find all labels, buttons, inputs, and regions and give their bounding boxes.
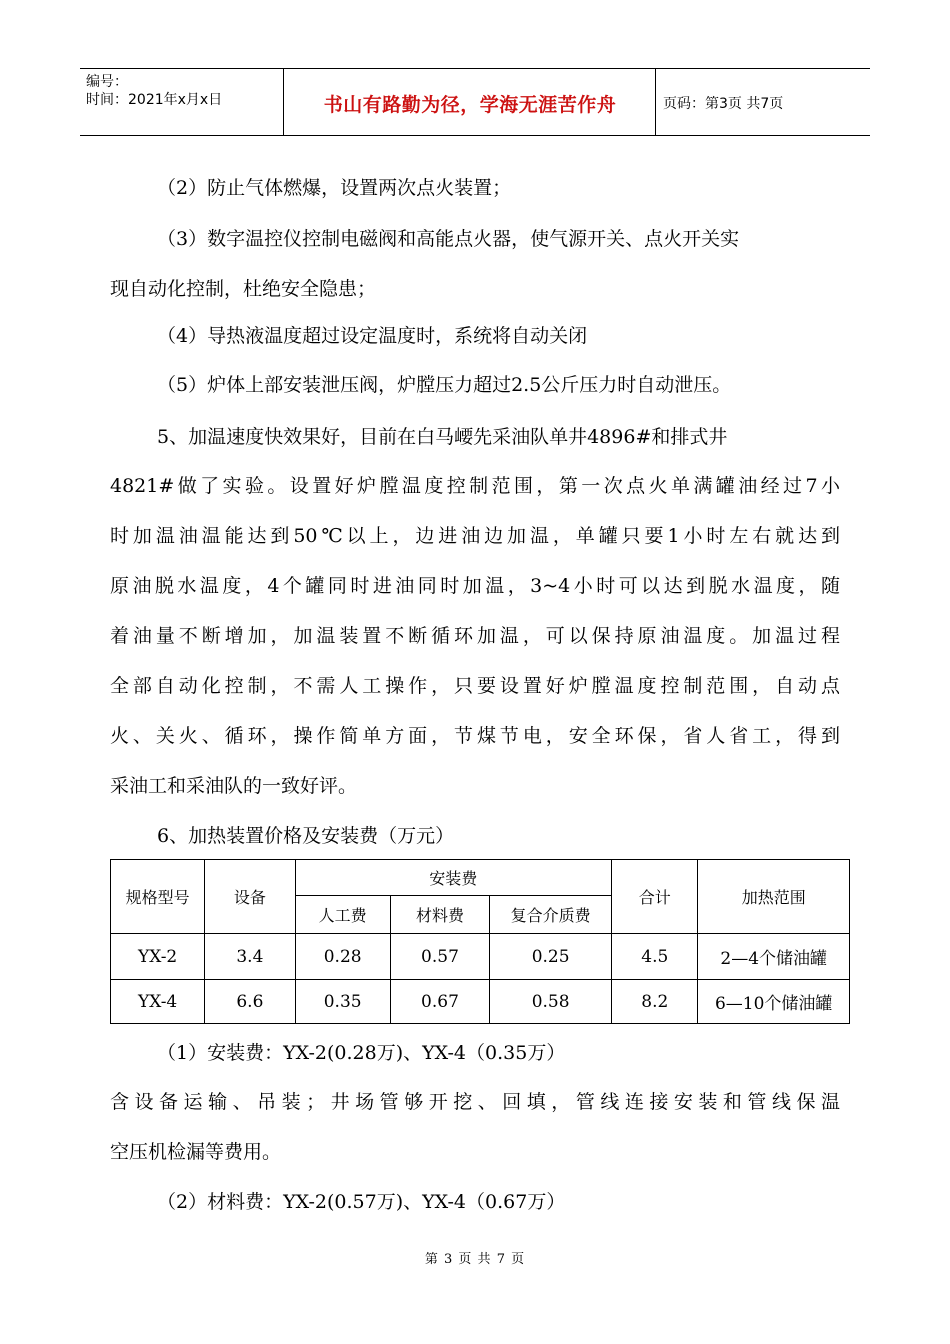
table-cell: 0.25 bbox=[490, 934, 612, 980]
paragraph-line: 空压机检漏等费用。 bbox=[110, 1141, 282, 1163]
header-labor-fee: 人工费 bbox=[295, 896, 390, 934]
paragraph-line: 5、加温速度快效果好，目前在白马崾先采油队单井4896#和排式井 bbox=[157, 426, 728, 448]
table-cell: 6—10个储油罐 bbox=[698, 980, 850, 1024]
table-cell: 8.2 bbox=[612, 980, 698, 1024]
paragraph-line: 采油工和采油队的一致好评。 bbox=[110, 775, 358, 797]
header-equipment: 设备 bbox=[205, 860, 295, 934]
paragraph-line: （2）材料费：YX-2(0.57万)、YX-4（0.67万） bbox=[157, 1191, 566, 1213]
header-motto: 书山有路勤为径，学海无涯苦作舟 bbox=[323, 93, 617, 116]
table-cell: 0.67 bbox=[390, 980, 489, 1024]
header-meta bbox=[86, 73, 222, 109]
table-cell: 4.5 bbox=[612, 934, 698, 980]
paragraph-line: 火、关火、循环，操作简单方面，节煤节电，安全环保，省人省工，得到 bbox=[110, 725, 840, 747]
paragraph-line: 着油量不断增加，加温装置不断循环加温，可以保持原油温度。加温过程 bbox=[110, 625, 840, 647]
document-number: 编号： bbox=[86, 74, 128, 90]
table-cell: 6.6 bbox=[205, 980, 295, 1024]
table-row bbox=[111, 934, 850, 980]
page-header bbox=[80, 68, 870, 136]
header-heating-range: 加热范围 bbox=[698, 860, 850, 934]
header-total: 合计 bbox=[612, 860, 698, 934]
table-cell: 0.57 bbox=[390, 934, 489, 980]
header-divider bbox=[655, 69, 656, 135]
paragraph-line: （5）炉体上部安装泄压阀，炉膛压力超过2.5公斤压力时自动泄压。 bbox=[157, 374, 732, 396]
paragraph-line: 全部自动化控制，不需人工操作，只要设置好炉膛温度控制范围，自动点 bbox=[110, 675, 840, 697]
header-page-number: 页码：第3页 共7页 bbox=[663, 96, 784, 112]
table-cell: 2—4个储油罐 bbox=[698, 934, 850, 980]
paragraph-line: 含设备运输、吊装；井场管够开挖、回填，管线连接安装和管线保温 bbox=[110, 1091, 840, 1113]
paragraph-line: 原油脱水温度，4个罐同时进油同时加温，3~4小时可以达到脱水温度，随 bbox=[110, 575, 840, 597]
table-cell: 0.35 bbox=[295, 980, 390, 1024]
price-table bbox=[110, 859, 850, 1024]
table-cell: 0.28 bbox=[295, 934, 390, 980]
table-cell: 0.58 bbox=[490, 980, 612, 1024]
paragraph-line: （1）安装费：YX-2(0.28万)、YX-4（0.35万） bbox=[157, 1042, 566, 1064]
table-row bbox=[111, 980, 850, 1024]
header-medium-fee: 复合介质费 bbox=[490, 896, 612, 934]
table-cell: 3.4 bbox=[205, 934, 295, 980]
header-spec: 规格型号 bbox=[111, 860, 205, 934]
page-footer: 第 3 页 共 7 页 bbox=[424, 1252, 526, 1267]
table-cell: YX-4 bbox=[111, 980, 205, 1024]
header-material-fee: 材料费 bbox=[390, 896, 489, 934]
paragraph-line: （3）数字温控仪控制电磁阀和高能点火器，使气源开关、点火开关实 bbox=[157, 228, 740, 250]
table-cell: YX-2 bbox=[111, 934, 205, 980]
paragraph-line: 现自动化控制，杜绝安全隐患； bbox=[110, 278, 377, 300]
paragraph-line: （2）防止气体燃爆，设置两次点火装置； bbox=[157, 177, 512, 199]
header-install-fee: 安装费 bbox=[295, 860, 612, 896]
paragraph-line: （4）导热液温度超过设定温度时，系统将自动关闭 bbox=[157, 325, 588, 347]
header-divider bbox=[283, 69, 284, 135]
table-caption: 6、加热装置价格及安装费（万元） bbox=[157, 825, 455, 847]
paragraph-line: 时加温油温能达到50℃以上，边进油边加温，单罐只要1小时左右就达到 bbox=[110, 525, 840, 547]
document-date: 时间：2021年x月x日 bbox=[86, 92, 223, 108]
paragraph-line: 4821#做了实验。设置好炉膛温度控制范围，第一次点火单满罐油经过7小 bbox=[110, 475, 840, 497]
